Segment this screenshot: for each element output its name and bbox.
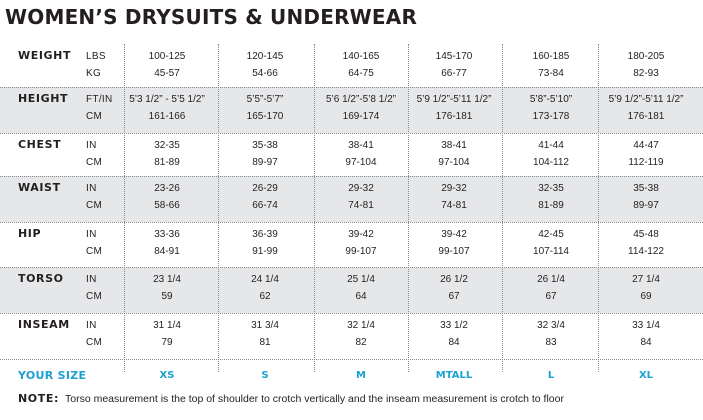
table-cell: 165-170 — [246, 111, 284, 122]
table-cell: 82 — [355, 337, 367, 348]
table-cell: 100-125 — [148, 51, 186, 62]
row-label-torso: TORSO — [18, 272, 64, 285]
table-cell: 5’9 1/2”-5’11 1/2” — [416, 94, 492, 105]
your-size-label: YOUR SIZE — [18, 369, 87, 382]
table-cell: 107-114 — [533, 246, 569, 257]
table-cell: 67 — [448, 291, 460, 302]
unit-label: IN — [86, 140, 97, 151]
table-cell: 44-47 — [633, 140, 659, 151]
table-cell: 5’8”-5’10” — [529, 94, 573, 105]
unit-label: FT/IN — [86, 94, 113, 105]
size-m: M — [356, 370, 366, 381]
table-cell: 32-35 — [538, 183, 564, 194]
row-divider — [0, 267, 703, 268]
table-cell: 36-39 — [252, 229, 278, 240]
unit-label: CM — [86, 246, 103, 257]
table-cell: 84 — [640, 337, 652, 348]
size-xs: XS — [159, 370, 175, 381]
table-cell: 84-91 — [154, 246, 180, 257]
table-cell: 84 — [448, 337, 460, 348]
table-cell: 23 1/4 — [153, 274, 181, 285]
table-cell: 112-119 — [628, 157, 664, 168]
table-cell: 33 1/4 — [632, 320, 660, 331]
table-cell: 62 — [259, 291, 271, 302]
table-cell: 33 1/2 — [440, 320, 468, 331]
row-divider — [0, 313, 703, 314]
table-cell: 73-84 — [538, 68, 564, 79]
table-cell: 67 — [545, 291, 557, 302]
table-cell: 89-97 — [633, 200, 659, 211]
unit-label: CM — [86, 337, 103, 348]
table-cell: 54-66 — [252, 68, 278, 79]
table-cell: 35-38 — [633, 183, 659, 194]
table-cell: 66-77 — [441, 68, 467, 79]
table-cell: 176-181 — [627, 111, 665, 122]
unit-label: CM — [86, 111, 103, 122]
unit-label: CM — [86, 291, 103, 302]
table-cell: 114-122 — [628, 246, 664, 257]
table-cell: 32 1/4 — [347, 320, 375, 331]
row-label-height: HEIGHT — [18, 92, 69, 105]
row-label-inseam: INSEAM — [18, 318, 70, 331]
row-label-chest: CHEST — [18, 138, 62, 151]
table-cell: 38-41 — [348, 140, 374, 151]
table-cell: 83 — [545, 337, 557, 348]
table-cell: 81-89 — [538, 200, 564, 211]
table-cell: 45-57 — [154, 68, 180, 79]
table-cell: 64 — [355, 291, 367, 302]
table-cell: 32-35 — [154, 140, 180, 151]
table-cell: 41-44 — [538, 140, 564, 151]
table-cell: 31 3/4 — [251, 320, 279, 331]
table-cell: 45-48 — [633, 229, 659, 240]
note — [18, 392, 564, 405]
note-label: NOTE: — [18, 392, 59, 405]
table-cell: 26-29 — [252, 183, 278, 194]
table-cell: 25 1/4 — [347, 274, 375, 285]
table-cell: 66-74 — [252, 200, 278, 211]
unit-label: CM — [86, 157, 103, 168]
row-divider — [0, 359, 703, 360]
table-cell: 120-145 — [246, 51, 284, 62]
unit-label: CM — [86, 200, 103, 211]
table-cell: 59 — [161, 291, 173, 302]
table-cell: 140-165 — [342, 51, 380, 62]
table-cell: 91-99 — [252, 246, 278, 257]
table-cell: 64-75 — [348, 68, 374, 79]
table-cell: 169-174 — [342, 111, 380, 122]
unit-label: KG — [86, 68, 102, 79]
unit-label: LBS — [86, 51, 106, 62]
row-divider — [0, 176, 703, 177]
table-cell: 58-66 — [154, 200, 180, 211]
table-cell: 104-112 — [533, 157, 569, 168]
table-cell: 81-89 — [154, 157, 180, 168]
table-cell: 69 — [640, 291, 652, 302]
table-cell: 160-185 — [532, 51, 570, 62]
row-label-hip: HIP — [18, 227, 42, 240]
table-cell: 39-42 — [441, 229, 467, 240]
table-cell: 26 1/4 — [537, 274, 565, 285]
table-cell: 32 3/4 — [537, 320, 565, 331]
row-divider — [0, 87, 703, 88]
table-cell: 27 1/4 — [632, 274, 660, 285]
table-cell: 97-104 — [438, 157, 470, 168]
table-cell: 33-36 — [154, 229, 180, 240]
unit-label: IN — [86, 274, 97, 285]
table-cell: 42-45 — [538, 229, 564, 240]
table-cell: 89-97 — [252, 157, 278, 168]
table-cell: 38-41 — [441, 140, 467, 151]
size-l: L — [547, 370, 555, 381]
table-cell: 5’6 1/2”-5’8 1/2” — [325, 94, 397, 105]
table-cell: 5’3 1/2” - 5’5 1/2” — [129, 94, 205, 105]
size-s: S — [261, 370, 269, 381]
table-cell: 23-26 — [154, 183, 180, 194]
row-label-weight: WEIGHT — [18, 49, 72, 62]
row-label-waist: WAIST — [18, 181, 61, 194]
table-cell: 29-32 — [348, 183, 374, 194]
table-cell: 97-104 — [345, 157, 377, 168]
table-cell: 39-42 — [348, 229, 374, 240]
page-title: WOMEN’S DRYSUITS & UNDERWEAR — [5, 5, 418, 29]
table-cell: 99-107 — [438, 246, 470, 257]
table-cell: 161-166 — [148, 111, 186, 122]
table-cell: 5’9 1/2”-5’11 1/2” — [608, 94, 684, 105]
table-cell: 31 1/4 — [153, 320, 181, 331]
table-cell: 173-178 — [532, 111, 570, 122]
table-cell: 176-181 — [435, 111, 473, 122]
unit-label: IN — [86, 229, 97, 240]
column-divider — [598, 44, 599, 372]
table-cell: 79 — [161, 337, 173, 348]
size-mtall: MTALL — [435, 370, 473, 381]
table-cell: 26 1/2 — [440, 274, 468, 285]
table-cell: 24 1/4 — [251, 274, 279, 285]
table-cell: 5’5”-5’7” — [246, 94, 284, 105]
note-text: Torso measurement is the top of shoulder to crotch vertically and the inseam measurement is crotch to floor — [64, 393, 564, 405]
unit-label: IN — [86, 183, 97, 194]
table-cell: 74-81 — [348, 200, 374, 211]
table-cell: 82-93 — [633, 68, 659, 79]
column-divider — [502, 44, 503, 372]
row-divider — [0, 222, 703, 223]
table-cell: 145-170 — [435, 51, 473, 62]
table-cell: 29-32 — [441, 183, 467, 194]
unit-label: IN — [86, 320, 97, 331]
table-cell: 74-81 — [441, 200, 467, 211]
table-cell: 81 — [259, 337, 271, 348]
size-xl: XL — [638, 370, 654, 381]
table-cell: 99-107 — [345, 246, 377, 257]
table-cell: 180-205 — [627, 51, 665, 62]
row-divider — [0, 133, 703, 134]
table-cell: 35-38 — [252, 140, 278, 151]
